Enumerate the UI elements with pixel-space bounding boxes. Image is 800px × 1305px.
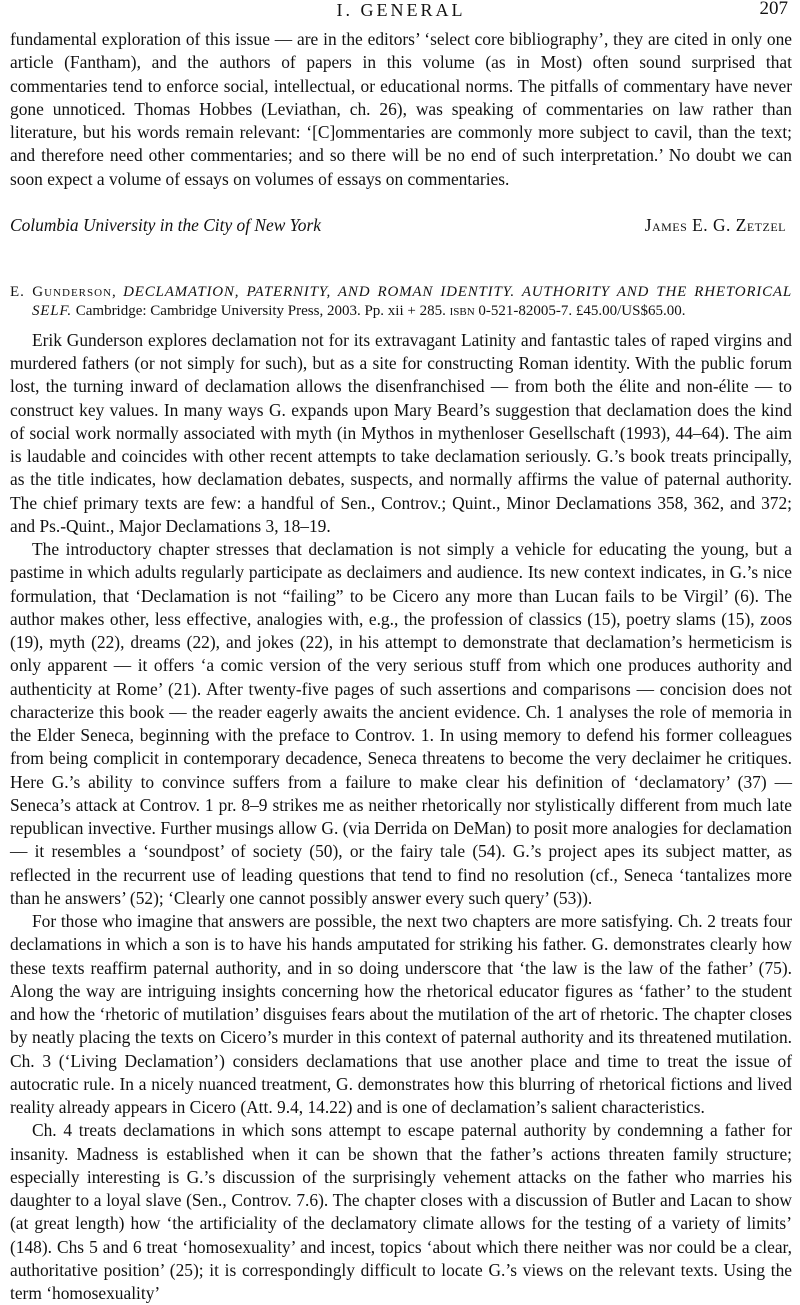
- page: [10, 0, 792, 1305]
- running-header: [10, 0, 792, 24]
- reviewer-signature: [10, 215, 792, 236]
- review-paragraph: For those who imagine that answers are possible, the next two chapters are more satisfying. Ch. 2 treats four declamations in which a son is to have his hands amputated for striking his father. G. demonstrates clearly how these texts reaffirm paternal authority, and in so doing underscore that ‘the law is the law of the father’ (75). Along the way are intriguing insights concerning how the rhetorical educator figures as ‘father’ to the student and how the ‘rhetoric of mutilation’ disguises fears about the mutilation of the art of rhetoric. The chapter closes by neatly placing the texts on Cicero’s murder in this context of paternal authority and its threatened mutilation. Ch. 3 (‘Living Declamation’) considers declamations that use another place and time to treat the issue of autocratic rule. In a nicely nuanced treatment, G. demonstrates how this blurring of rhetorical fictions and lived reality already appears in Cicero (Att. 9.4, 14.22) and is one of declamation’s salient characteristics.: [10, 911, 792, 1117]
- review-paragraph: Ch. 4 treats declamations in which sons attempt to escape paternal authority by condemning a father for insanity. Madness is established when it can be shown that the father’s actions threaten family structure; especially interesting is G.’s discussion of the surprisingly vehement attacks on the father who marries his daughter to a loyal slave (Sen., Controv. 7.6). The chapter closes with a discussion of Butler and Lacan to show (at great length) how ‘the artificiality of the declamatory climate allows for the testing of a variety of limits’ (148). Chs 5 and 6 treat ‘homosexuality’ and incest, topics ‘about which there neither was nor could be a clear, authoritative position’ (25); it is correspondingly difficult to locate G.’s views on the relevant texts. Using the term ‘homosexuality’: [10, 1120, 792, 1303]
- book-title: DECLAMATION, PATERNITY, AND ROMAN IDENTITY. AUTHORITY AND THE RHETORICAL SELF.: [32, 283, 793, 319]
- book-citation: [10, 283, 792, 321]
- review-body: [10, 329, 792, 1305]
- reviewer-name: James E. G. Zetzel: [644, 214, 786, 235]
- page-number: 207: [759, 0, 788, 19]
- previous-review-closing-paragraph: fundamental exploration of this issue — are in the editors’ ‘select core bibliography’, they are cited in only one article (Fantham), and the authors of papers in this volume (as in Most) often sound surprised that commentaries tend to enforce social, intellectual, or educational norms. The pitfalls of commentary have never gone unnoticed. Thomas Hobbes (Leviathan, ch. 26), was speaking of commentaries on law rather than literature, but his words remain relevant: ‘[C]ommentaries are commonly more subject to cavil, than the text; and therefore need other commentaries; and so there will be no end of such interpretation.’ No doubt we can soon expect a volume of essays on volumes of essays on commentaries.: [10, 29, 792, 189]
- book-publication: Cambridge: Cambridge University Press, 2003. Pp. xii + 285.: [75, 302, 446, 319]
- isbn-price: 0-521-82005-7. £45.00/US$65.00.: [478, 302, 686, 319]
- reviewer-affiliation: Columbia University in the City of New York: [10, 214, 321, 235]
- review-paragraph: Erik Gunderson explores declamation not for its extravagant Latinity and fantastic tales of raped virgins and murdered fathers (or not simply for such), but as a site for constructing Roman identity. With the public forum lost, the turning inward of declamation allows the disenfranchised — from both the élite and non-élite — to construct key values. In many ways G. expands upon Mary Beard’s suggestion that declamation does the kind of social work normally associated with myth (in Mythos in mythenloser Gesellschaft (1993), 44–64). The aim is laudable and coincides with other recent attempts to take declamation seriously. G.’s book treats principally, as the title indicates, how declamation debates, suspects, and normally affirms the value of paternal authority. The chief primary texts are few: a handful of Sen., Controv.; Quint., Minor Declamations 358, 362, and 372; and Ps.-Quint., Major Declamations 3, 18–19.: [10, 329, 792, 536]
- review-paragraph: The introductory chapter stresses that declamation is not simply a vehicle for educating the young, but a pastime in which adults regularly participate as declaimers and audience. Its new context indicates, in G.’s nice formulation, that ‘Declamation is not “failing” to be Cicero any more than Lucan fails to be Virgil’ (6). The author makes other, less effective, analogies with, e.g., the profession of classics (15), poetry slams (15), zoos (19), myth (22), dreams (22), and jokes (22), in his attempt to demonstrate that declamation’s hermeticism is only apparent — it offers ‘a comic version of the very serious stuff from which one produces authority and authenticity at Rome’ (21). After twenty-five pages of such assertions and comparisons — concision does not characterize this book — the reader eagerly awaits the ancient evidence. Ch. 1 analyses the role of memoria in the Elder Seneca, beginning with the preface to Controv. 1. In using memory to defend his former colleagues from being complicit in contemporary decadence, Seneca threatens to become the very declaimer he critiques. Here G.’s ability to convince suffers from a failure to make clear his definition of ‘declamatory’ (37) — Seneca’s attack at Controv. 1 pr. 8–9 strikes me as neither rhetorically nor stylistically different from much late republican invective. Further musings allow G. (via Derrida on DeMan) to posit more analogies for declamation — it resembles a ‘soundpost’ of society (50), or the fairy tale (54). G.’s project apes its subject matter, as reflected in the recurrent use of leading questions that tend to find no resolution (cf., Seneca ‘tantalizes more than he answers’ (52); ‘Clearly one cannot possibly answer every such query’ (53)).: [10, 539, 792, 908]
- running-title: I. GENERAL: [336, 0, 466, 20]
- book-author: E. Gunderson,: [10, 283, 117, 300]
- isbn-label: isbn: [449, 302, 475, 319]
